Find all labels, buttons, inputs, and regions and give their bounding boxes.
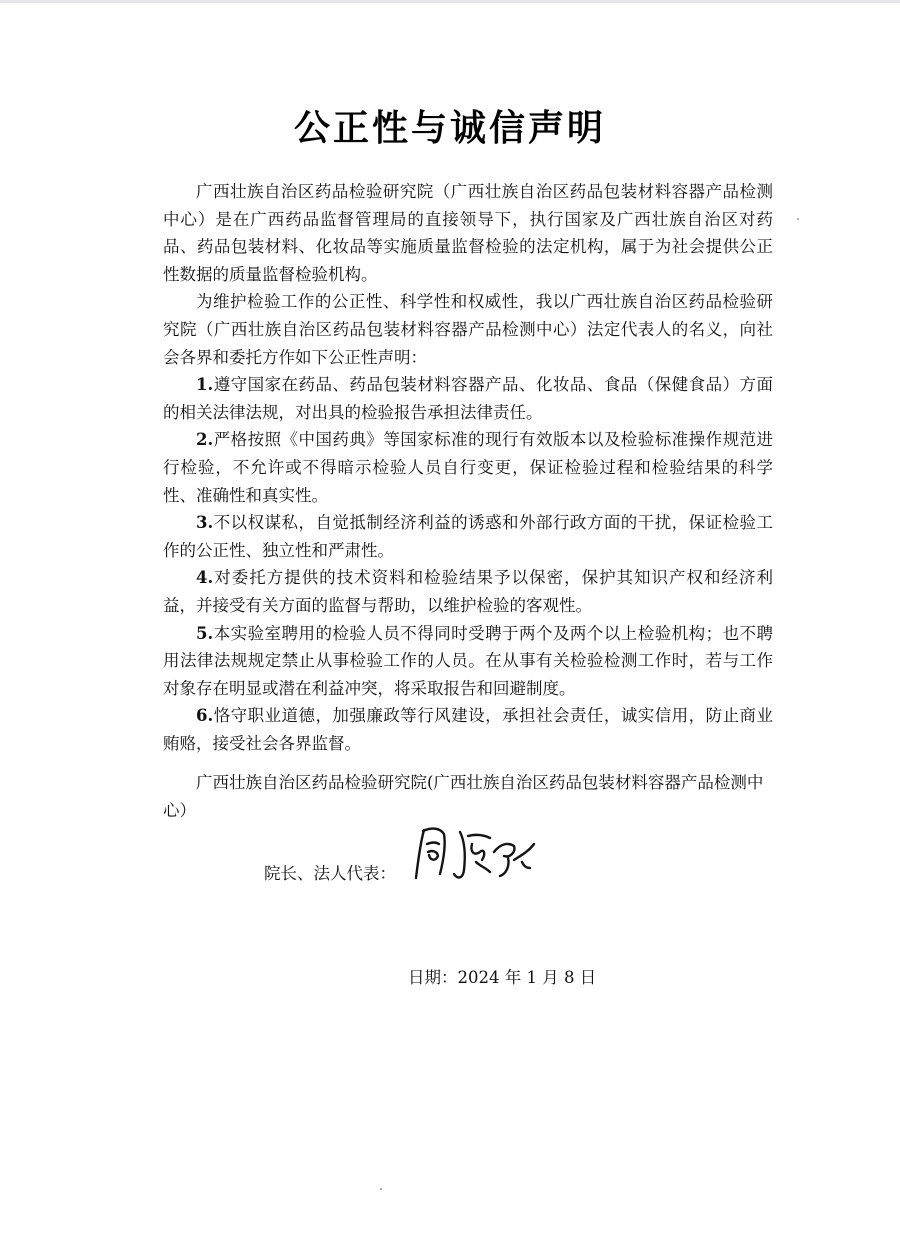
document-date: 日期：2024 年 1 月 8 日 [408, 968, 597, 987]
scan-edge [0, 0, 900, 3]
statement-item-3 [163, 509, 773, 564]
item-text: 对委托方提供的技术资料和检验结果予以保密，保护其知识产权和经济利益，并接受有关方面的监督与帮助，以维护检验的客观性。 [163, 568, 773, 615]
statement-item-4 [163, 564, 773, 619]
item-number: 3. [196, 513, 214, 533]
intro-paragraph-1: 广西壮族自治区药品检验研究院（广西壮族自治区药品包装材料容器产品检测中心）是在广西药品监督管理局的直接领导下，执行国家及广西壮族自治区对药品、药品包装材料、化妆品等实施质量监督检验的法定机构，属于为社会提供公正性数据的质量监督检验机构。 [163, 182, 773, 284]
handwritten-signature [410, 822, 540, 886]
item-number: 5. [196, 623, 214, 643]
representative-label: 院长、法人代表： [264, 864, 396, 883]
item-number: 6. [196, 706, 214, 726]
document-title: 公正性与诚信声明 [293, 108, 606, 149]
document-body [163, 178, 773, 757]
item-text: 遵守国家在药品、药品包装材料容器产品、化妆品、食品（保健食品）方面的相关法律法规，对出具的检验报告承担法律责任。 [163, 375, 773, 422]
statement-item-1 [163, 371, 773, 426]
item-text: 不以权谋私，自觉抵制经济利益的诱惑和外部行政方面的干扰，保证检验工作的公正性、独立性和严肃性。 [163, 513, 773, 560]
statement-item-5 [163, 620, 773, 703]
statement-item-6 [163, 702, 773, 757]
item-number: 4. [196, 568, 214, 588]
item-text: 本实验室聘用的检验人员不得同时受聘于两个及两个以上检验机构；也不聘用法律法规规定禁止从事检验工作的人员。在从事有关检验检测工作时，若与工作对象存在明显或潜在利益冲突，将采取报告和回避制度。 [163, 623, 773, 698]
item-text: 恪守职业道德，加强廉政等行风建设，承担社会责任，诚实信用，防止商业贿赂，接受社会各界监督。 [163, 706, 773, 753]
issuer-name: 广西壮族自治区药品检验研究院(广西壮族自治区药品包装材料容器产品检测中心） [163, 773, 764, 820]
statement-item-2 [163, 426, 773, 509]
item-number: 2. [196, 430, 214, 450]
scan-speck [380, 1188, 382, 1190]
item-text: 严格按照《中国药典》等国家标准的现行有效版本以及检验标准操作规范进行检验，不允许或不得暗示检验人员自行变更，保证检验过程和检验结果的科学性、准确性和真实性。 [163, 430, 773, 505]
scan-speck [797, 218, 799, 220]
intro-paragraph-2: 为维护检验工作的公正性、科学性和权威性，我以广西壮族自治区药品检验研究院（广西壮族自治区药品包装材料容器产品检测中心）法定代表人的名义，向社会各界和委托方作如下公正性声明： [163, 292, 773, 367]
item-number: 1. [196, 375, 214, 395]
